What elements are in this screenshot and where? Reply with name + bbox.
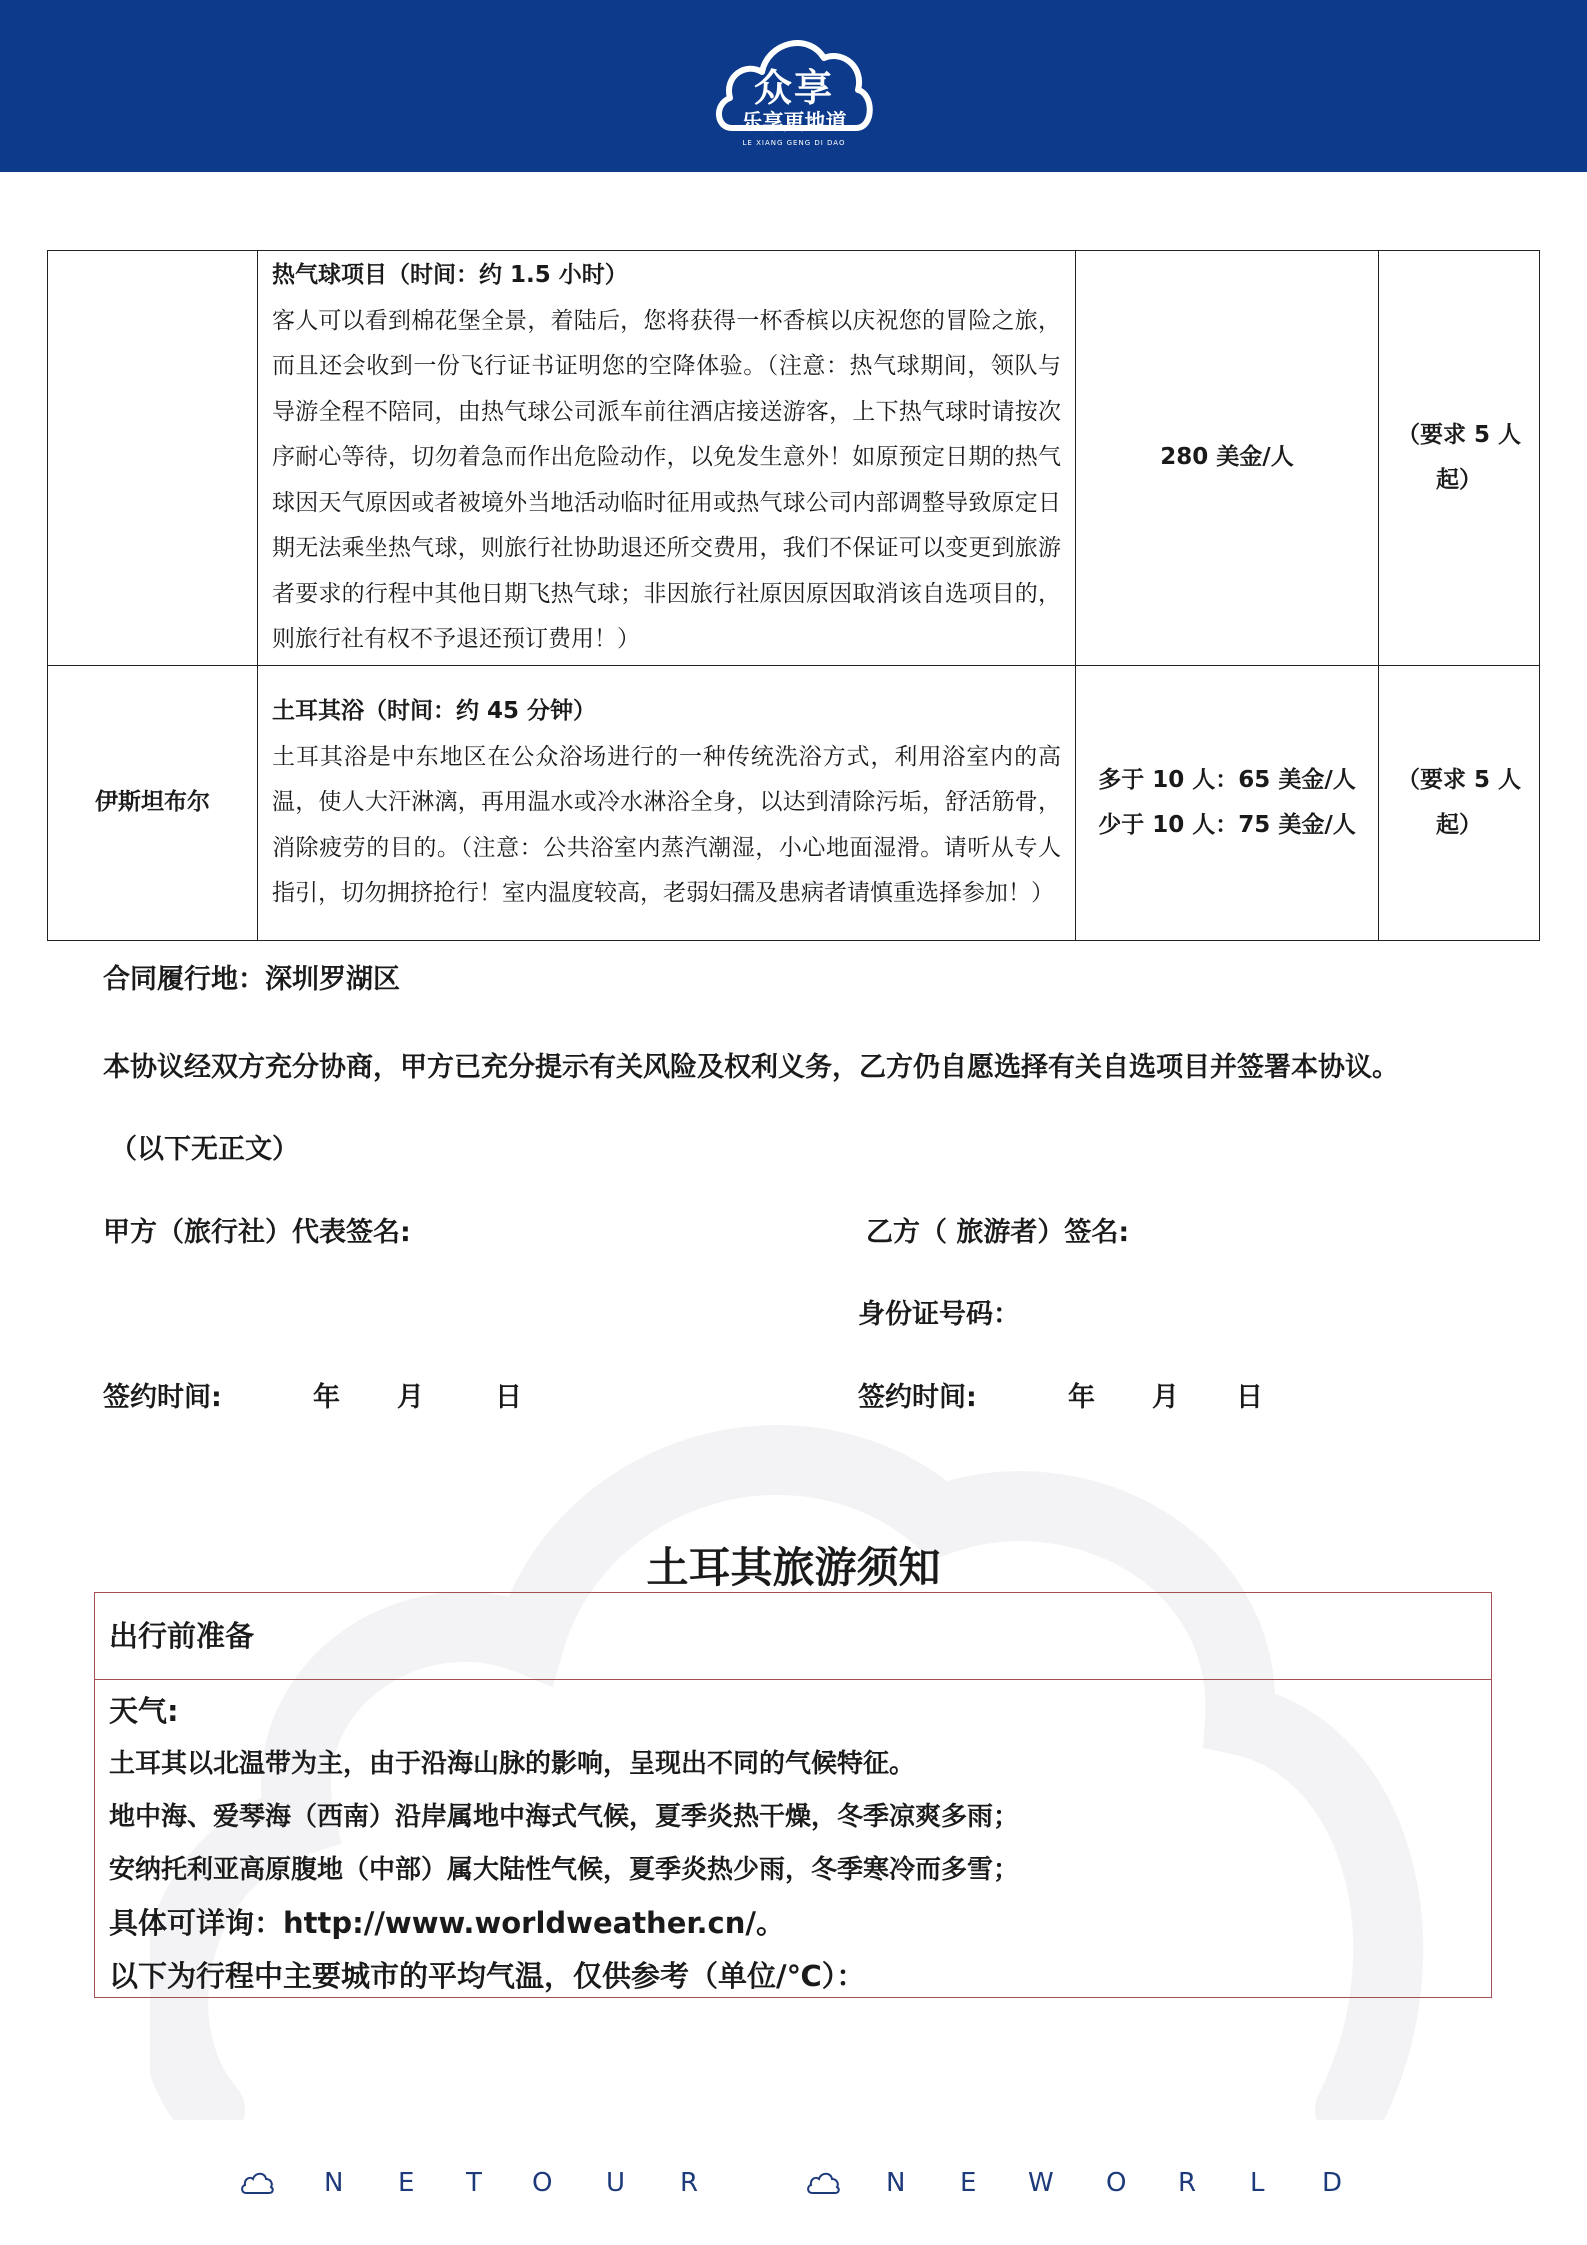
notice-body [95,1680,1491,2003]
project-title: 热气球项目（时间：约 1.5 小时） [272,262,628,289]
project-description-cell [258,666,1076,941]
project-description: 土耳其浴是中东地区在公众浴场进行的一种传统洗浴方式，利用浴室内的高温，使人大汗淋漓，再用温水或冷水淋浴全身，以达到清除污垢，舒活筋骨，消除疲劳的目的。（注意：公共浴室内蒸汽潮湿，小心地面湿滑。请听从专人指引，切勿拥挤抢行！室内温度较高，老弱妇孺及患病者请慎重选择参加！） [272,743,1061,907]
price-line: 少于 10 人：75 美金/人 [1098,812,1356,838]
party-b-signature-label: 乙方（ 旅游者）签名: [866,1217,1130,1248]
cloud-icon [806,2170,840,2196]
brand-name: 众享 [753,66,834,110]
project-title: 土耳其浴（时间：约 45 分钟） [272,698,597,725]
no-more-text: （以下无正文） [110,1134,299,1165]
footer-letter: E [960,2168,977,2198]
price-cell [1076,251,1379,666]
footer-letter: R [1178,2168,1197,2198]
brand-logo [712,24,876,154]
party-a-month: 月 [397,1382,424,1413]
footer-letter: O [1106,2168,1127,2198]
party-a-signature-label: 甲方（旅行社）代表签名: [103,1217,411,1248]
footer-letter: L [1250,2168,1265,2198]
notice-line: 地中海、爱琴海（西南）沿岸属地中海式气候，夏季炎热干燥，冬季凉爽多雨； [109,1802,1020,1832]
party-a-sign-time-label: 签约时间: [103,1382,222,1413]
price-line: 多于 10 人：65 美金/人 [1098,766,1356,793]
footer-letter: R [680,2168,699,2198]
notice-line: 以下为行程中主要城市的平均气温，仅供参考（单位/℃）： [109,1959,866,1993]
brand-slogan: 乐享更地道 [741,110,847,134]
contract-place: 合同履行地：深圳罗湖区 [103,964,400,995]
party-b-month: 月 [1152,1382,1179,1413]
requirement-cell: （要求 5 人起） [1379,666,1540,941]
agreement-statement: 本协议经双方充分协商，甲方已充分提示有关风险及权利义务，乙方仍自愿选择有关自选项目并签署本协议。 [103,1052,1399,1083]
party-b-sign-time-label: 签约时间: [858,1382,977,1413]
requirement-cell: （要求 5 人起） [1379,251,1540,666]
header-banner [0,0,1587,172]
notice-title: 土耳其旅游须知 [646,1543,941,1592]
table-row [48,666,1540,941]
notice-table [94,1592,1492,1998]
notice-line: 土耳其以北温带为主，由于沿海山脉的影响，呈现出不同的气候特征。 [109,1749,916,1779]
footer-letter: O [532,2168,553,2198]
cloud-icon [240,2170,274,2196]
weather-link-line: 具体可详询：http://www.worldweather.cn/。 [109,1906,785,1940]
project-description: 客人可以看到棉花堡全景，着陆后，您将获得一杯香槟以庆祝您的冒险之旅，而且还会收到一份飞行证书证明您的空降体验。（注意：热气球期间，领队与导游全程不陪同，由热气球公司派车前往酒店接送游客，上下热气球时请按次序耐心等待，切勿着急而作出危险动作，以免发生意外！如原预定日期的热气球因天气原因或者被境外当地活动临时征用或热气球公司内部调整导致原定日期无法乘坐热气球，则旅行社协助退还所交费用，我们不保证可以变更到旅游者要求的行程中其他日期飞热气球；非因旅行社原因原因取消该自选项目的，则旅行社有权不予退还预订费用！） [272,307,1061,653]
notice-section-heading: 出行前准备 [95,1593,1491,1680]
notice-line: 安纳托利亚高原腹地（中部）属大陆性气候，夏季炎热少雨，冬季寒冷而多雪； [109,1855,1020,1885]
price-line: 280 美金/人 [1160,444,1294,471]
footer-brand-line [240,2158,1360,2208]
id-number-label: 身份证号码： [858,1299,1020,1330]
footer-letter: D [1322,2168,1343,2198]
party-a-year: 年 [313,1382,340,1413]
price-cell [1076,666,1379,941]
footer-letter: E [398,2168,415,2198]
weather-heading: 天气: [109,1694,179,1728]
table-row [48,251,1540,666]
footer-letter: W [1028,2168,1054,2198]
footer-letter: N [324,2168,344,2198]
party-a-day: 日 [495,1382,522,1413]
party-b-year: 年 [1068,1382,1095,1413]
project-description-cell [258,251,1076,666]
city-cell [48,251,258,666]
party-b-day: 日 [1236,1382,1263,1413]
optional-projects-table [47,250,1540,941]
brand-pinyin: LE XIANG GENG DI DAO [742,139,846,147]
footer-letter: N [886,2168,906,2198]
footer-letter: U [606,2168,626,2198]
footer-letter: T [466,2168,482,2198]
city-cell: 伊斯坦布尔 [48,666,258,941]
